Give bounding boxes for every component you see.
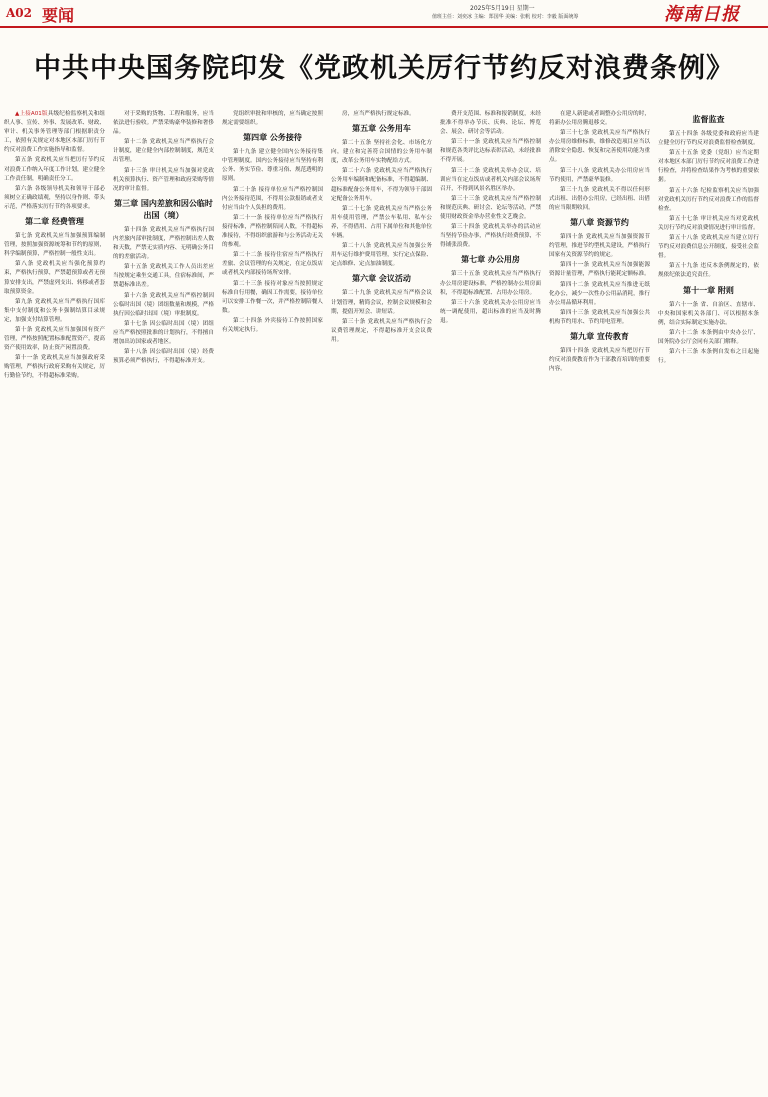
- article-paragraph: 第六条 各级领导机关和领导干部必须树立正确政绩观，坚持以身作则、带头示范，严格落实厉行节约各项要求。: [4, 185, 105, 210]
- newspaper-logo: 海南日报: [664, 4, 740, 25]
- article-paragraph: 第十三条 审计机关应当加强对党政机关预算执行、资产管理和政府采购等情况的审计监督。: [113, 167, 214, 192]
- article-paragraph: 第七条 党政机关应当加强预算编制管理，按照加强资源统筹和节约的原则，科学编制预算，严格控制一般性支出。: [4, 233, 105, 258]
- article-paragraph: ▲上接A01版具级纪检监察机关和组织人事、宣传、外事、发展改革、财政、审计、机关事务管理等部门根据职责分工，依照有关规定对本地区本部门厉行节约反对浪费工作实施指导和监督。: [4, 111, 105, 154]
- article-paragraph: 第六十二条 本条例由中央办公厅、国务院办公厅会同有关部门解释。: [658, 329, 759, 345]
- article-paragraph: 第三十九条 党政机关不得以任何形式出租、出借办公用房，已经出租、出借的应当限期收回。: [549, 186, 650, 211]
- chapter-heading: 第十一章 附则: [683, 285, 734, 295]
- article-paragraph: 第三十条 党政机关应当严格执行会议费管理规定，不得超标准开支会议费用。: [331, 318, 432, 343]
- article-column: [113, 110, 214, 1096]
- continued-from-label: ▲上接A01版: [15, 111, 48, 117]
- article-column: [549, 110, 650, 1096]
- article-paragraph: 第五十六条 纪检监察机关应当加强对党政机关厉行节约反对浪费工作的监督检查。: [658, 187, 759, 212]
- article-paragraph: 第八条 党政机关应当强化预算约束，严格执行预算，严禁超预算或者无预算安排支出，严禁虚列支出、转移或者套取预算资金。: [4, 261, 105, 295]
- headline: 中共中央国务院印发《党政机关厉行节约反对浪费条例》: [34, 53, 734, 84]
- article-paragraph: 第四十条 党政机关应当加强资源节约管理，推进节约型机关建设，严格执行国家有关资源节约的规定。: [549, 234, 650, 259]
- date-line: 2025年5月19日 星期一: [470, 5, 535, 12]
- article-paragraph: 第五十七条 审计机关应当对党政机关厉行节约反对浪费情况进行审计监督。: [658, 215, 759, 231]
- article-paragraph: 第十五条 党政机关工作人员出差应当按规定乘坐交通工具，住宿标准间，严禁超标准出差。: [113, 264, 214, 289]
- article-column: [4, 110, 105, 1096]
- article-paragraph: 第二十二条 接待住宿应当严格执行差旅、会议管理的有关规定，在定点饭店或者机关内部接待场所安排。: [222, 252, 323, 277]
- article-paragraph: 第二十条 接待单位应当严格控制国内公务接待范围，不得用公款报销或者支付应当由个人负担的费用。: [222, 186, 323, 211]
- article-paragraph: 第六十一条 省、自治区、直辖市、中央和国家机关各部门、可以根据本条例，结合实际制定实施办法。: [658, 301, 759, 326]
- chapter-heading: 第八章 资源节约: [570, 218, 629, 228]
- header-divider: [0, 26, 768, 28]
- article-paragraph: 第五条 党政机关应当把厉行节约反对浪费工作纳入年度工作计划，建立健全工作责任制，明确责任分工。: [4, 157, 105, 182]
- article-paragraph: 第三十二条 党政机关举办会议、培训应当在定点饭店或者机关内部会议场所召开，不得到风景名胜区举办。: [440, 167, 541, 192]
- section-title: 要闻: [42, 6, 75, 25]
- article-paragraph: 第三十四条 党政机关举办的活动应当坚持节俭办事，严格执行经费预算，不得铺张浪费。: [440, 224, 541, 249]
- chapter-heading: 第六章 会议活动: [352, 274, 411, 284]
- article-paragraph: 第五十五条 党委（党组）应当定期对本地区本部门厉行节约反对浪费工作进行检查，并将检查结果作为考核的重要依据。: [658, 150, 759, 184]
- article-paragraph: 第五十四条 各级党委和政府应当建立健全厉行节约反对浪费监督检查制度。: [658, 131, 759, 147]
- masthead: [0, 0, 768, 40]
- article-paragraph: 第十四条 党政机关应当严格执行国内差旅内部审批制度，严格控制出差人数和天数，严禁无实质内容、无明确公务目的的差旅活动。: [113, 226, 214, 261]
- article-paragraph: 第十六条 党政机关应当严格控制因公临时出国（境）团组数量和规模，严格执行因公临时出国（境）审批制度。: [113, 292, 214, 317]
- editor-line: 值班主任：刘奕冰 主编：郑国华 美编：张帆 校对：李毅 版面统筹: [432, 14, 579, 20]
- article-paragraph: 第四十一条 党政机关应当加强能源资源计量管理，严格执行能耗定额标准。: [549, 262, 650, 278]
- chapter-heading: 监督监查: [692, 115, 725, 124]
- article-paragraph: 第十九条 建立健全国内公务接待集中管理制度。国内公务接待应当坚持有利公务、务实节俭、尊重习俗、规范透明的原则。: [222, 149, 323, 183]
- article-paragraph: 在建人新建或者调整办公用房的时，将新办公用房腾退移交。: [549, 111, 650, 127]
- article-paragraph: 第二十八条 党政机关应当加强公务用车运行维护费用管理，实行定点保险、定点维修、定点加油制度。: [331, 243, 432, 268]
- article-paragraph: 第六十三条 本条例自发布之日起施行。: [658, 348, 759, 365]
- chapter-heading: 第二章 经费管理: [25, 217, 84, 227]
- article-column: [440, 110, 541, 1096]
- article-paragraph: 第二十九条 党政机关应当严格会议计划管理，精简会议，控制会议规模和会期，提倡开短会、讲短话。: [331, 290, 432, 315]
- article-paragraph: 第五十八条 党政机关应当建立厉行节约反对浪费信息公开制度，接受社会监督。: [658, 235, 759, 260]
- article-paragraph: 费开支范围、标准和报销制度，未经批准不得举办节庆、庆典、论坛、博览会、展会、研讨会等活动。: [440, 111, 541, 136]
- article-paragraph: 房，应当严格执行规定标准。: [342, 111, 415, 117]
- article-paragraph: 第十条 党政机关应当加强国有资产管理，严格按照配置标准配置资产，提高资产使用效率，防止资产闲置浪费。: [4, 326, 105, 352]
- article-paragraph: 第二十五条 坚持社会化、市场化方向，建立和完善符合国情的公务用车制度，改革公务用车实物配给方式。: [331, 140, 432, 165]
- article-paragraph: 对于采购的货物、工程和服务，应当依法进行验收。严禁采购豪华装修和奢侈品。: [113, 111, 214, 136]
- article-paragraph: 第三十三条 党政机关应当严格控制和规范庆典、研讨会、论坛等活动，严禁使用财政资金举办营业性文艺晚会。: [440, 195, 541, 221]
- article-paragraph: 第二十六条 党政机关应当严格执行公务用车编制和配备标准，不得超编制、超标准配备公务用车，不得为领导干部固定配备公务用车。: [331, 168, 432, 202]
- article-paragraph: 第十二条 党政机关应当严格执行会计制度，建立健全内部控制制度，规范支出管理。: [113, 139, 214, 164]
- page-number: A02: [6, 6, 33, 20]
- article-paragraph: 第三十六条 党政机关办公用房应当统一调配使用，超出标准的应当及时腾退。: [440, 299, 541, 324]
- article-paragraph: 第九条 党政机关应当严格执行国库集中支付制度和公务卡强制结算目录规定，加强支付结算管理。: [4, 298, 105, 323]
- article-paragraph: 第二十四条 外宾接待工作按照国家有关规定执行。: [222, 317, 323, 333]
- article-paragraph: 第三十一条 党政机关应当严格控制和规范各类评比达标表彰活动，未经批准不得开展。: [440, 139, 541, 164]
- article-column: [658, 110, 759, 1096]
- article-paragraph: 第二十三条 接待对象应当按照规定标准自行用餐，确因工作需要，接待单位可以安排工作餐一次，并严格控制陪餐人数。: [222, 280, 323, 314]
- article-paragraph: 第二十一条 接待单位应当严格执行接待标准，严格控制陪同人数，不得超标准接待，不得组织旅游和与公务活动无关的参观。: [222, 214, 323, 249]
- article-paragraph: 第十一条 党政机关应当加强政府采购管理，严格执行政府采购有关规定，厉行勤俭节约，不得超标准采购。: [4, 355, 105, 380]
- article-paragraph: 第四十四条 党政机关应当把厉行节约反对浪费教育作为干部教育培训的重要内容。: [549, 347, 650, 373]
- article-paragraph: 第十七条 因公临时出国（境）团组应当严格按照批准的计划执行，不得擅自增加出访国家或者地区。: [113, 320, 214, 345]
- chapter-heading: 第四章 公务接待: [243, 133, 302, 143]
- article-paragraph: 第三十七条 党政机关应当严格执行办公用房维修标准，维修改造项目应当以消除安全隐患、恢复和完善使用功能为重点。: [549, 130, 650, 164]
- article-paragraph: 第十八条 因公临时出国（境）经费预算必须严格执行，不得超标准开支。: [113, 349, 214, 365]
- article-column: [331, 110, 432, 1096]
- article-paragraph: 第三十八条 党政机关办公用房应当节约使用，严禁豪华装修。: [549, 167, 650, 183]
- article-paragraph: 党组织审批和审核的，应当确定按照规定需要组织。: [222, 111, 323, 127]
- article-paragraph: 第二十七条 党政机关应当严格公务用车使用管理，严禁公车私用、私车公养，不得借用、占用下属单位和其他单位车辆。: [331, 205, 432, 240]
- article-body: [4, 110, 766, 1096]
- article-paragraph: 第五十九条 违反本条例规定的，依规依纪依法追究责任。: [658, 263, 759, 279]
- chapter-heading: 第九章 宣传教育: [570, 331, 629, 341]
- article-column: [222, 110, 323, 1096]
- article-paragraph: 第四十二条 党政机关应当推进无纸化办公，减少一次性办公用品消耗，推行办公用品循环利用。: [549, 281, 650, 306]
- chapter-heading: 第五章 公务用车: [352, 124, 411, 134]
- article-paragraph: 第四十三条 党政机关应当加强公共机构节约用水、节约用电管理。: [549, 309, 650, 325]
- chapter-heading: 第三章 国内差旅和因公临时出国（境）: [114, 198, 213, 220]
- article-paragraph: 第三十五条 党政机关应当严格执行办公用房建设标准，严格控制办公用房面积，不得超标准配置、占用办公用房。: [440, 271, 541, 296]
- chapter-heading: 第七章 办公用房: [461, 255, 520, 265]
